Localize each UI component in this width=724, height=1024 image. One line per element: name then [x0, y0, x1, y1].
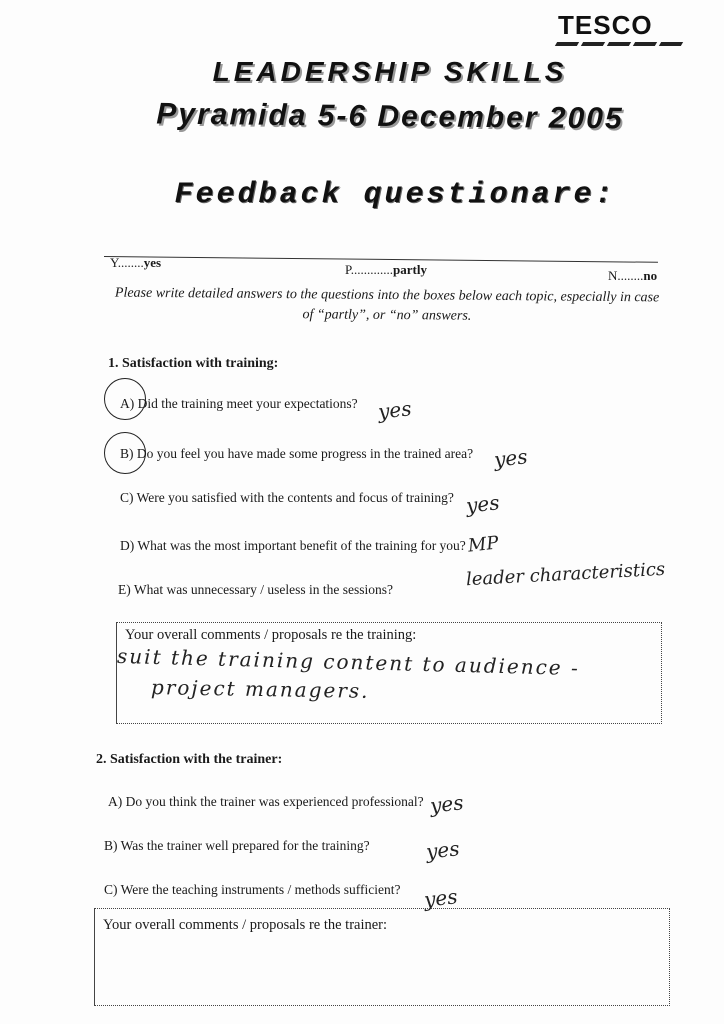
section2-question-c — [104, 882, 400, 898]
legend-yes-label: yes — [143, 255, 162, 270]
section1-comments-line2: project managers. — [150, 675, 370, 703]
section1-question-a — [120, 396, 358, 412]
title-feedback-questionnaire: Feedback questionare: — [174, 178, 616, 212]
section2-answer-b: yes — [424, 836, 461, 864]
section1-question-d — [120, 538, 466, 554]
legend-partly — [345, 262, 427, 278]
instructions-text: Please write detailed answers to the questions into the boxes below each topic, especially in case of “partly”, or “no” answers. — [114, 285, 660, 324]
section1-answer-c: yes — [464, 490, 501, 518]
logo-text: TESCO — [558, 10, 653, 40]
section1-comments-label: Your overall comments / proposals re the training: — [125, 627, 417, 643]
section1-question-e — [118, 582, 393, 598]
section1-question-c — [120, 490, 454, 506]
title-leadership-skills: LEADERSHIP SKILLS — [212, 56, 568, 87]
section2-question-b — [104, 838, 370, 854]
tesco-logo — [556, 10, 706, 52]
section2-answer-a: yes — [428, 790, 465, 818]
question-text: Do you feel you have made some progress in the trained area? — [136, 446, 474, 461]
question-letter: C) — [104, 882, 118, 897]
question-letter: C) — [120, 490, 134, 505]
legend-partly-key: P............. — [345, 262, 394, 277]
question-letter: E) — [118, 582, 131, 597]
question-letter: A) — [108, 794, 123, 809]
question-letter: B) — [120, 446, 134, 461]
legend-no — [608, 268, 657, 284]
section2-question-a — [108, 794, 424, 810]
question-text: What was unnecessary / useless in the sessions? — [133, 582, 393, 597]
section1-answer-b: yes — [492, 444, 529, 472]
section1-comments-box[interactable] — [116, 622, 662, 724]
question-text: Did the training meet your expectations? — [137, 396, 358, 411]
section2-answer-c: yes — [422, 884, 459, 912]
logo-stripes — [556, 42, 682, 46]
section1-answer-a: yes — [376, 396, 413, 424]
section2-comments-box[interactable] — [94, 908, 670, 1006]
section1-answer-e: leader characteristics — [465, 558, 666, 591]
question-text: What was the most important benefit of the training for you? — [137, 538, 466, 553]
question-text: Were you satisfied with the contents and focus of training? — [136, 490, 454, 505]
question-letter: B) — [104, 838, 118, 853]
question-letter: D) — [120, 538, 135, 553]
question-text: Was the trainer well prepared for the training? — [120, 838, 370, 853]
legend-no-key: N........ — [608, 268, 644, 283]
title-event-date: Pyramida 5-6 December 2005 — [156, 97, 624, 136]
legend-partly-label: partly — [393, 262, 427, 277]
section2-comments-label: Your overall comments / proposals re the trainer: — [103, 917, 388, 933]
legend-no-label: no — [643, 268, 658, 283]
question-text: Do you think the trainer was experienced professional? — [125, 794, 424, 809]
legend-yes-key: Y........ — [110, 255, 144, 270]
section1-comments-line1: suit the training content to audience - — [116, 643, 581, 681]
legend-yes — [110, 255, 161, 271]
section1-question-b — [120, 446, 473, 462]
section2-heading: 2. Satisfaction with the trainer: — [96, 752, 283, 767]
question-text: Were the teaching instruments / methods sufficient? — [120, 882, 401, 897]
section1-heading: 1. Satisfaction with training: — [108, 356, 279, 371]
question-letter: A) — [120, 396, 135, 411]
section1-answer-d: MP — [466, 532, 500, 557]
